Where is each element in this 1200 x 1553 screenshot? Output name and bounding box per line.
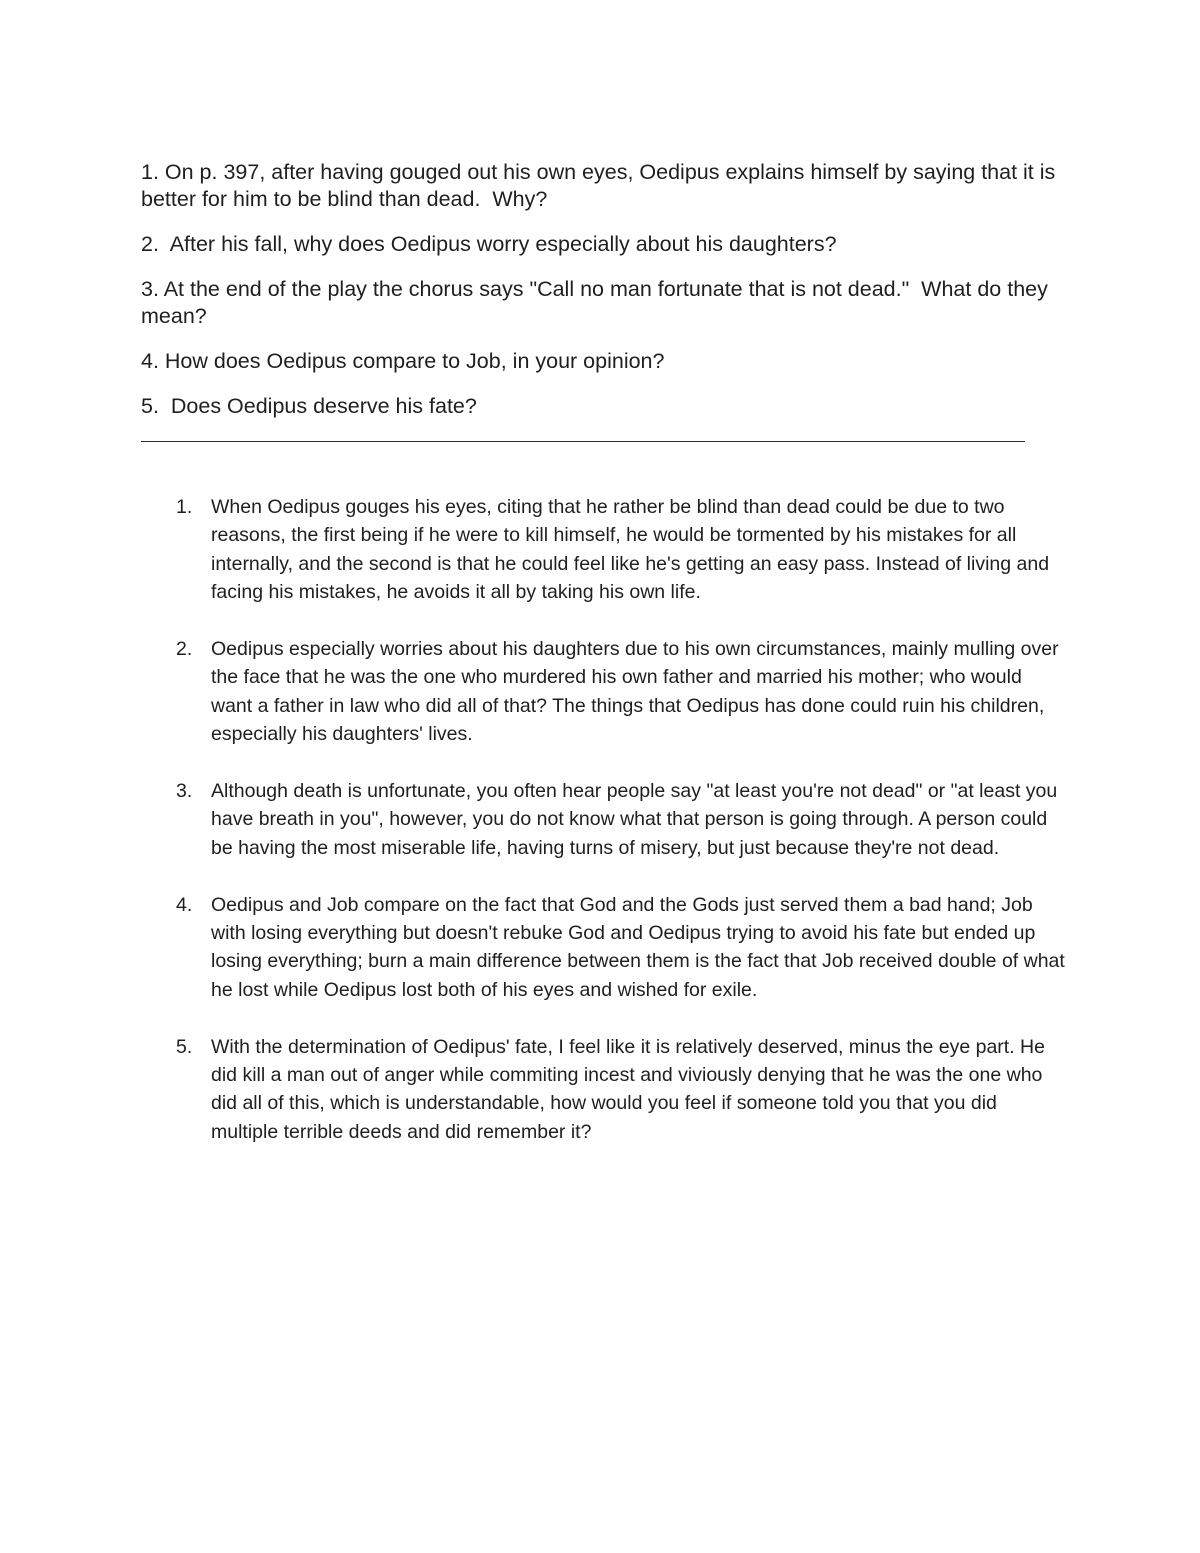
question-3: 3. At the end of the play the chorus says "Call no man fortunate that is not dead." What do they mean? xyxy=(141,277,1054,328)
answer-item-1 xyxy=(176,493,1066,607)
answer-item-3 xyxy=(176,777,1066,862)
answer-item-5 xyxy=(176,1033,1066,1147)
answers-list xyxy=(176,493,1066,1175)
answer-item-2 xyxy=(176,635,1066,749)
answer-item-4 xyxy=(176,891,1066,1005)
answer-number: 1. xyxy=(176,496,193,518)
separator-line xyxy=(141,441,1025,442)
answer-text: Oedipus and Job compare on the fact that God and the Gods just served them a bad hand; Job with losing everything but doesn't rebuke God and Oedipus trying to avoid his fate but ended up losing everything; burn a main difference between them is the fact that Job received double of what he lost while Oedipus lost both of his eyes and wished for exile. xyxy=(211,893,1065,1001)
question-5: 5. Does Oedipus deserve his fate? xyxy=(141,394,477,418)
answer-text: When Oedipus gouges his eyes, citing that he rather be blind than dead could be due to two reasons, the first being if he were to kill himself, he would be tormented by his mistakes for all internally, and the second is that he could feel like he's getting an easy pass. Instead of living and facing his mistakes, he avoids it all by taking his own life. xyxy=(211,496,1050,604)
answer-number: 3. xyxy=(176,780,193,803)
answer-number: 5. xyxy=(176,1035,193,1058)
answer-text: With the determination of Oedipus' fate, I feel like it is relatively deserved, minus the eye part. He did kill a man out of anger while commiting incest and viviously denying that he was the one who did all of this, which is understandable, how would you feel if someone told you that you did multiple terrible deeds and did remember it? xyxy=(211,1035,1045,1143)
answer-number: 2. xyxy=(176,638,193,661)
answer-text: Although death is unfortunate, you often hear people say "at least you're not dead" or "at least you have breath in you", however, you do not know what that person is going through. A person could be having the most miserable life, having turns of misery, but just because they're not dead. xyxy=(211,780,1058,859)
question-1: 1. On p. 397, after having gouged out his own eyes, Oedipus explains himself by saying that it is better for him to be blind than dead. Why? xyxy=(141,160,1062,211)
questions-section xyxy=(141,159,1071,438)
answer-text: Oedipus especially worries about his daughters due to his own circumstances, mainly mulling over the face that he was the one who murdered his own father and married his mother; who would want a father in law who did all of that? The things that Oedipus has done could ruin his children, especially his daughters' lives. xyxy=(211,638,1059,746)
question-2: 2. After his fall, why does Oedipus worry especially about his daughters? xyxy=(141,232,837,256)
answer-number: 4. xyxy=(176,893,193,916)
question-4: 4. How does Oedipus compare to Job, in your opinion? xyxy=(141,349,665,373)
